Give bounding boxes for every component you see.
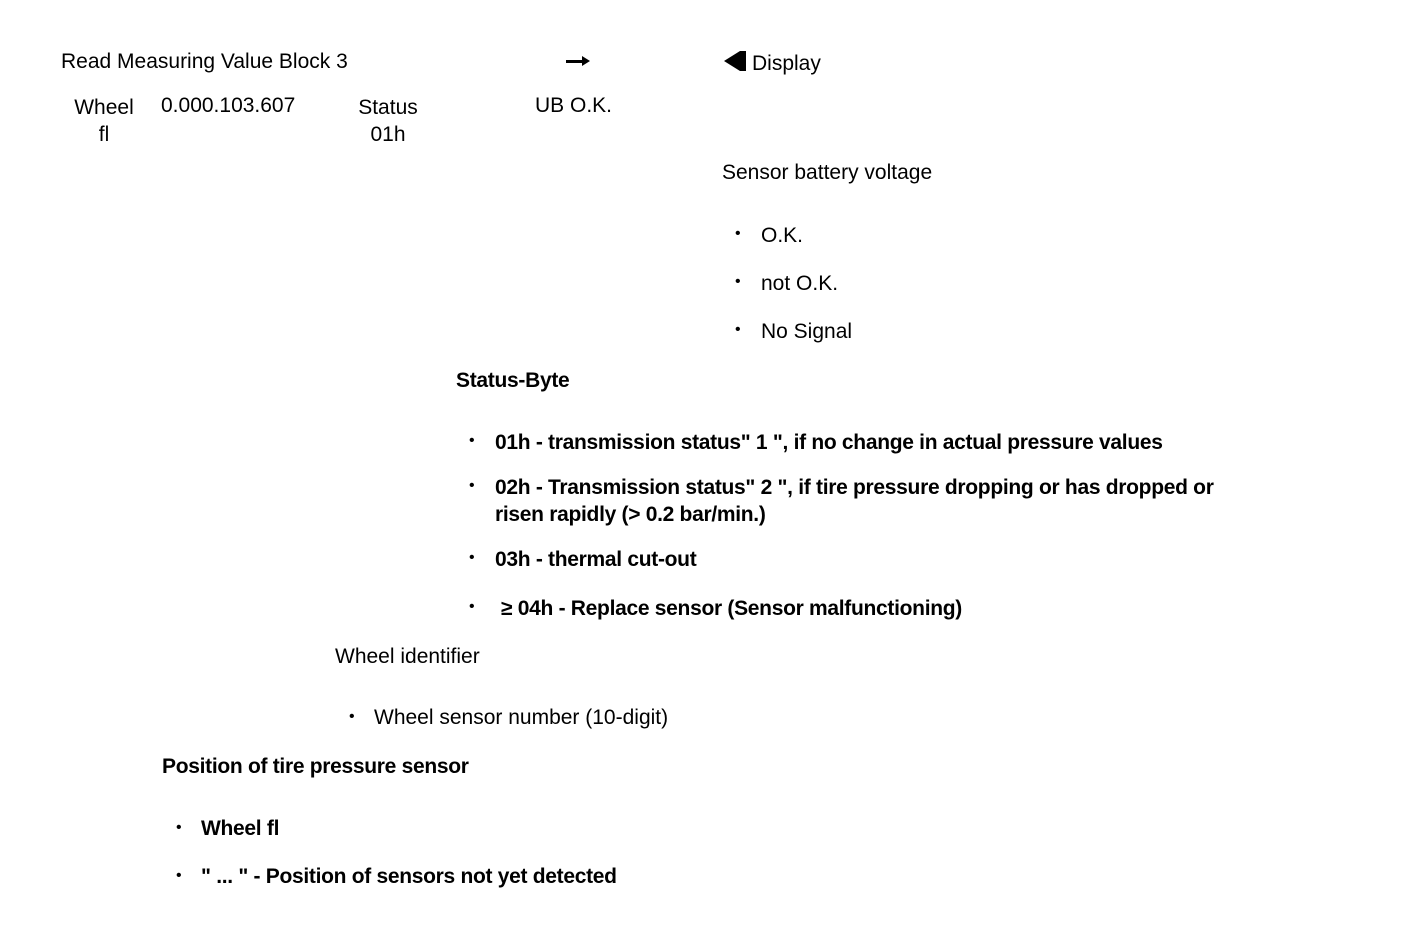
readout-battery-state: UB O.K.	[535, 94, 613, 117]
display-label: Display	[752, 52, 821, 75]
bullet-icon: •	[176, 819, 182, 836]
bullet-icon: •	[469, 549, 475, 566]
status-byte-item-04h: ≥ 04h - Replace sensor (Sensor malfunctioning)	[501, 597, 962, 620]
status-byte-heading: Status-Byte	[456, 369, 570, 392]
bullet-icon: •	[469, 598, 475, 615]
bullet-icon: •	[735, 273, 741, 290]
battery-item-not-ok: not O.K.	[761, 272, 839, 295]
wheel-identifier-item: Wheel sensor number (10-digit)	[374, 706, 669, 729]
readout-status-line2: 01h	[370, 123, 406, 146]
readout-wheel-line2: fl	[98, 123, 110, 146]
battery-heading: Sensor battery voltage	[722, 161, 933, 184]
bullet-icon: •	[469, 432, 475, 449]
bullet-icon: •	[469, 477, 475, 494]
status-byte-item-02h-continued: risen rapidly (> 0.2 bar/min.)	[495, 503, 766, 526]
status-byte-item-02h: 02h - Transmission status" 2 ", if tire pressure dropping or has dropped or	[495, 476, 1214, 499]
readout-wheel-line1: Wheel	[74, 96, 134, 119]
readout-sensor-number: 0.000.103.607	[161, 94, 296, 117]
display-bar-icon	[740, 51, 746, 71]
arrow-right-icon	[566, 60, 584, 63]
wheel-identifier-heading: Wheel identifier	[335, 645, 480, 668]
readout-status-line1: Status	[358, 96, 418, 119]
bullet-icon: •	[735, 225, 741, 242]
readout-status	[345, 94, 431, 148]
block-title: Read Measuring Value Block 3	[61, 50, 348, 73]
bullet-icon: •	[349, 708, 355, 725]
bullet-icon: •	[176, 867, 182, 884]
status-byte-item-01h: 01h - transmission status" 1 ", if no change in actual pressure values	[495, 431, 1163, 454]
position-heading: Position of tire pressure sensor	[162, 755, 469, 778]
battery-item-no-signal: No Signal	[761, 320, 853, 343]
bullet-icon: •	[735, 321, 741, 338]
display-triangle-icon	[724, 51, 740, 71]
position-item-wheel-fl: Wheel fl	[201, 817, 280, 840]
readout-wheel	[60, 94, 148, 148]
battery-item-ok: O.K.	[761, 224, 804, 247]
position-item-not-detected: " ... " - Position of sensors not yet detected	[201, 865, 617, 888]
status-byte-item-03h: 03h - thermal cut-out	[495, 548, 697, 571]
